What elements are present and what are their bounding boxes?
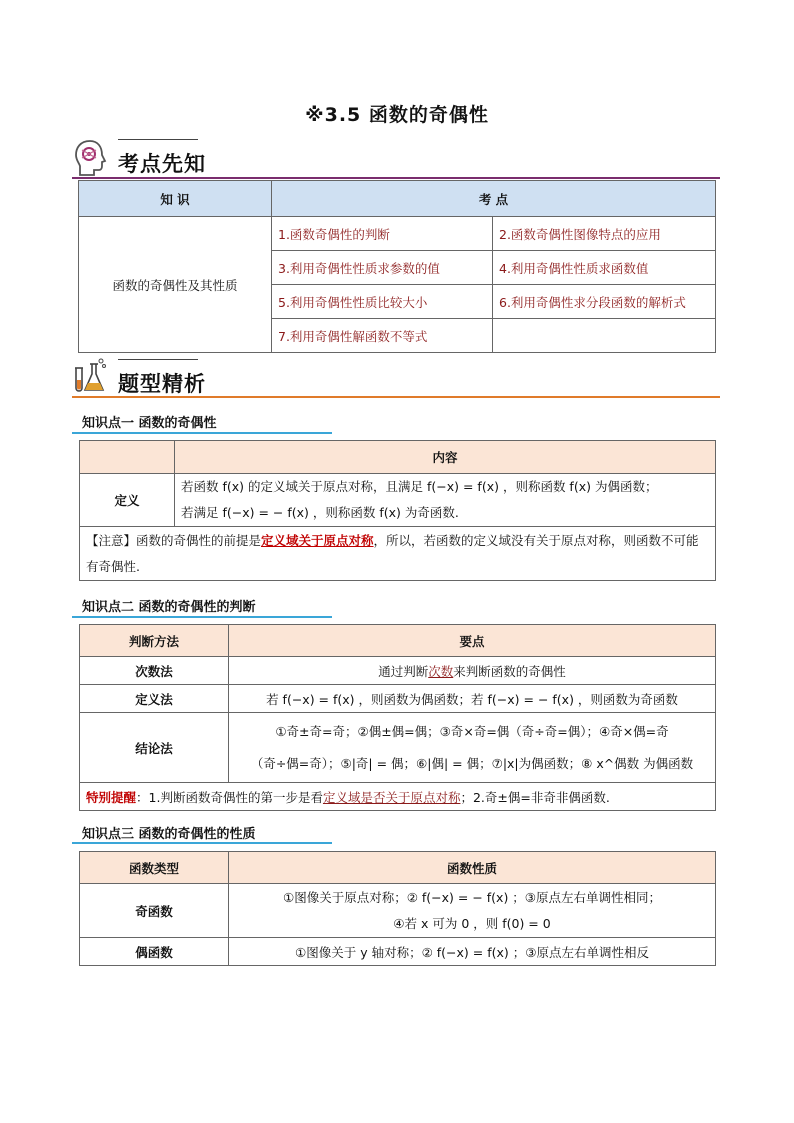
section-heading-exam-points: 考点先知: [118, 151, 206, 176]
kp1-empty-header: [80, 441, 175, 474]
empty-cell: [493, 319, 716, 353]
kp1-heading: 知识点一 函数的奇偶性: [82, 416, 217, 431]
kp2-row-label: 次数法: [80, 657, 229, 685]
kp2-col-method: 判断方法: [80, 625, 229, 657]
kp3-table: [79, 851, 716, 966]
head-idea-icon: [72, 138, 108, 178]
tip-label: 特别提醒: [86, 789, 137, 805]
point-item: 2.函数奇偶性图像特点的应用: [493, 217, 716, 251]
kp3-underline: [72, 842, 332, 844]
kp3-heading: 知识点三 函数的奇偶性的性质: [82, 827, 256, 842]
kp2-row-label: 结论法: [80, 713, 229, 783]
tip-emphasis: 定义域是否关于原点对称: [322, 789, 461, 805]
kp3-col-type: 函数类型: [80, 852, 229, 884]
note-text: ，所以，若函数的定义域没有关于原点对称，则函数不可能有奇偶性.: [86, 532, 699, 574]
note-emphasis: 定义域关于原点对称: [261, 532, 374, 548]
point-item: 4.利用奇偶性性质求函数值: [493, 251, 716, 285]
emphasis: 次数: [428, 663, 454, 679]
point-item: 7.利用奇偶性解函数不等式: [272, 319, 493, 353]
knowledge-cell: 函数的奇偶性及其性质: [79, 217, 272, 353]
kp2-row-text: 若 f(−x) = f(x) ，则函数为偶函数；若 f(−x) = − f(x) ，则函数为奇函数: [229, 685, 716, 713]
kp1-definition-line: 若满足 f(−x) = − f(x) ，则称函数 f(x) 为奇函数.: [181, 505, 459, 520]
kp3-odd-line: ④若 x 可为 0 ，则 f(0) = 0: [393, 915, 551, 931]
kp2-underline: [72, 616, 332, 618]
kp1-row-label: 定义: [80, 474, 175, 527]
kp2-table: [79, 624, 716, 811]
page-title: ※3.5 函数的奇偶性: [305, 104, 489, 126]
kp2-heading: 知识点二 函数的奇偶性的判断: [82, 600, 256, 615]
point-item: 3.利用奇偶性性质求参数的值: [272, 251, 493, 285]
kp1-content-header: 内容: [175, 441, 716, 474]
flask-icon: [70, 356, 106, 396]
section-bar: [72, 177, 720, 179]
point-item: 1.函数奇偶性的判断: [272, 217, 493, 251]
note-text: 【注意】函数的奇偶性的前提是: [86, 532, 262, 548]
text: 来判断函数的奇偶性: [453, 663, 566, 679]
point-item: 6.利用奇偶性求分段函数的解析式: [493, 285, 716, 319]
kp1-table: [79, 440, 716, 581]
header-knowledge: 知 识: [79, 181, 272, 217]
tip-text: ：1.判断函数奇偶性的第一步是看: [136, 789, 323, 805]
text: 通过判断: [378, 663, 429, 679]
kp3-row-label: 偶函数: [80, 938, 229, 966]
tip-text: ；2.奇±偶=非奇非偶函数.: [460, 789, 610, 805]
section-bar: [72, 396, 720, 398]
kp3-even-line: ①图像关于 y 轴对称；② f(−x) = f(x) ；③原点左右单调性相反: [229, 938, 716, 966]
kp2-tip: [80, 783, 716, 811]
section-heading-question-types: 题型精析: [118, 371, 206, 396]
kp1-note: [80, 527, 716, 581]
kp2-row-label: 定义法: [80, 685, 229, 713]
kp3-col-property: 函数性质: [229, 852, 716, 884]
header-points: 考 点: [272, 181, 716, 217]
kp3-odd-line: ①图像关于原点对称；② f(−x) = − f(x) ；③原点左右单调性相同；: [282, 889, 661, 905]
kp1-definition-line: 若函数 f(x) 的定义域关于原点对称，且满足 f(−x) = f(x) ，则称函数 f(x) 为偶函数；: [181, 479, 658, 494]
exam-points-table: [78, 180, 716, 353]
kp3-row-label: 奇函数: [80, 884, 229, 938]
heading-underline: [118, 359, 198, 360]
kp1-underline: [72, 432, 332, 434]
kp2-col-points: 要点: [229, 625, 716, 657]
kp2-row-text: [229, 657, 716, 685]
point-item: 5.利用奇偶性性质比较大小: [272, 285, 493, 319]
heading-underline: [118, 139, 198, 140]
kp2-conclusion-line: ①奇±奇=奇；②偶±偶=偶；③奇×奇=偶（奇÷奇=偶）；④奇×偶=奇: [275, 723, 669, 739]
kp2-conclusion-line: （奇÷偶=奇）；⑤|奇| = 偶；⑥|偶| = 偶；⑦|x|为偶函数；⑧ x^偶数 为偶函数: [250, 755, 694, 771]
